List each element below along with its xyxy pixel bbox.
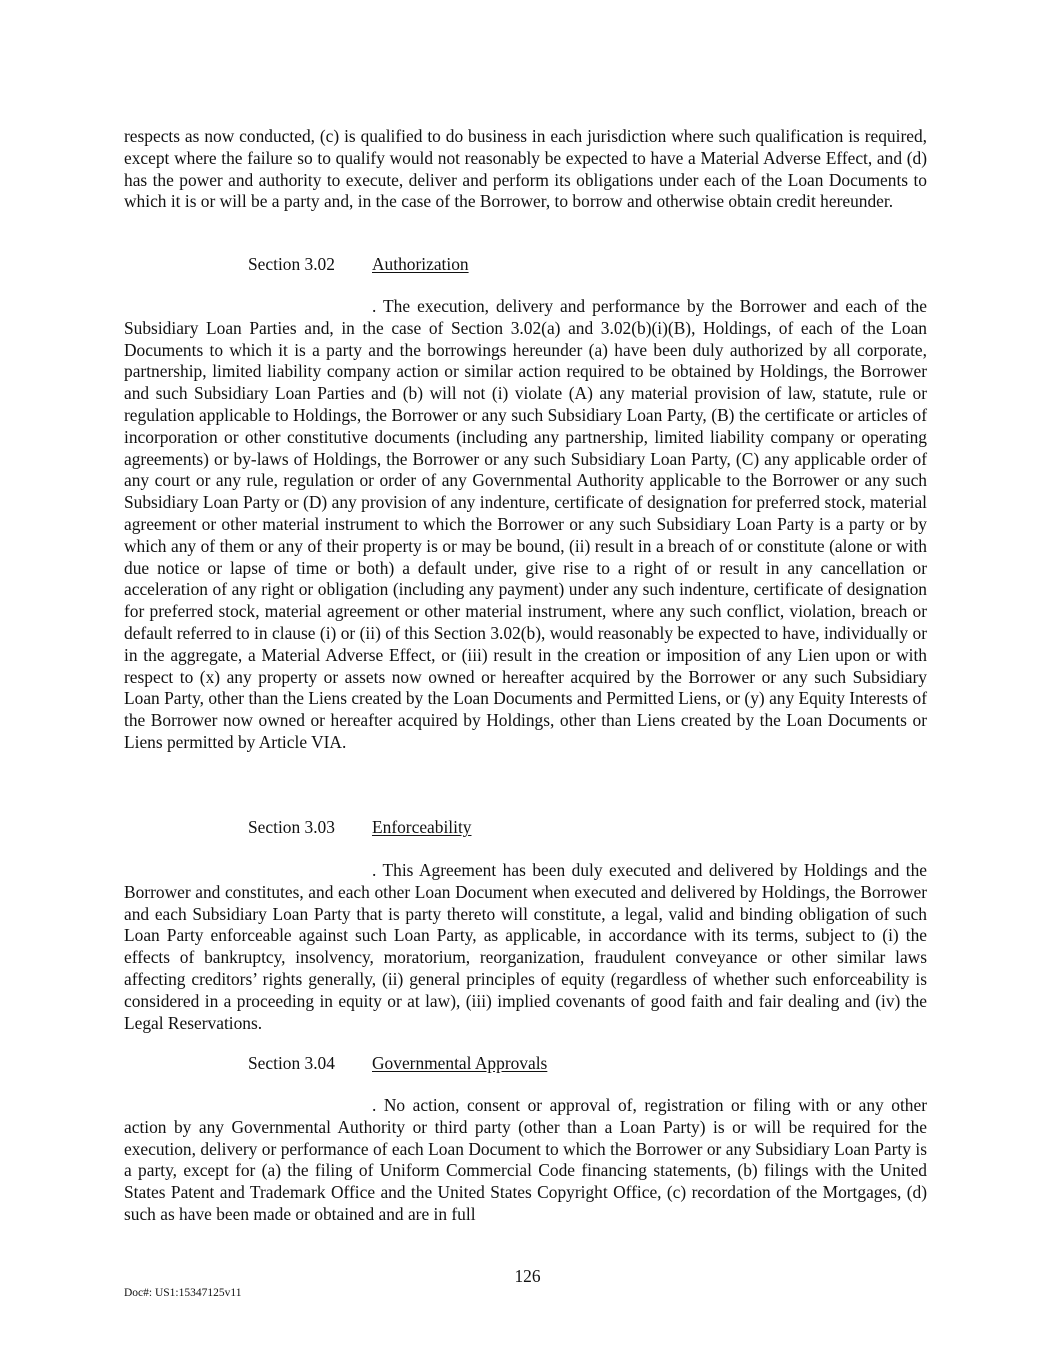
paragraph-text: . This Agreement has been duly executed and delivered by Holdings and the Borrower and constitutes, and each other Loan Document when executed and delivered by Holdings, the Borrower and each Subsidiary Loan Party that is party thereto will constitute, a legal, valid and binding obligation of such Loan Party enforceable against such Loan Party, as applicable, in accordance with its terms, subject to (i) the effects of bankruptcy, insolvency, moratorium, reorganization, fraudulent conveyance or other similar laws affecting creditors’ rights generally, (ii) general principles of equity (regardless of whether such enforceability is considered in a proceeding in equity or at law), (iii) implied covenants of good faith and fair dealing and (iv) the Legal Reservations. <box>124 860 927 1033</box>
section-number: Section 3.04 <box>248 1053 335 1073</box>
paragraph-text: . The execution, delivery and performance by the Borrower and each of the Subsidiary Loan Parties and, in the case of Section 3.02(a) and 3.02(b)(i)(B), Holdings, of each of the Loan Documents to which it is a party and the borrowings hereunder (a) have been duly authorized by all corporate, partnership, limited liability company action or similar action required to be obtained by Holdings, the Borrower and such Subsidiary Loan Parties and (b) will not (i) violate (A) any material provision of law, statute, rule or regulation applicable to Holdings, the Borrower or any such Subsidiary Loan Party, (B) the certificate or articles of incorporation or other constitutive documents (including any partnership, limited liability company or operating agreements) or by-laws of Holdings, the Borrower or any such Subsidiary Loan Party, (C) any applicable order of any court or any rule, regulation or order of any Governmental Authority applicable to the Borrower or any such Subsidiary Loan Party or (D) any provision of any indenture, certificate of designation for preferred stock, material agreement or other material instrument to which the Borrower or any such Subsidiary Loan Party is a party or by which any of them or any of their property is or may be bound, (ii) result in a breach of or constitute (alone or with due notice or lapse of time or both) a default under, give rise to a right of or result in any cancellation or acceleration of any right or obligation (including any payment) under any such indenture, certificate of designation for preferred stock, material agreement or other material instrument, where any such conflict, violation, breach or default referred to in clause (i) or (ii) of this Section 3.02(b), would reasonably be expected to have, individually or in the aggregate, a Material Adverse Effect, or (iii) result in the creation or imposition of any Lien upon or with respect to (x) any property or assets now owned or hereafter acquired by the Borrower or any such Subsidiary Loan Party, other than the Liens created by the Loan Documents and Permitted Liens, or (y) any Equity Interests of the Borrower now owned or hereafter acquired by Holdings, other than Liens created by the Loan Documents or Liens permitted by Article VIA. <box>124 296 927 752</box>
document-id: Doc#: US1:15347125v11 <box>124 1287 242 1299</box>
section-title: Authorization <box>372 254 469 274</box>
section-title: Enforceability <box>372 817 472 837</box>
section-number: Section 3.03 <box>248 817 335 837</box>
section-title: Governmental Approvals <box>372 1053 548 1073</box>
paragraph-text: . No action, consent or approval of, registration or filing with or any other action by any Governmental Authority or third party (other than a Loan Party) is or will be required for the execution, delivery or performance of each Loan Document to which the Borrower or any Subsidiary Loan Party is a party, except for (a) the filing of Uniform Commercial Code financing statements, (b) filings with the United States Patent and Trademark Office and the United States Copyright Office, (c) recordation of the Mortgages, (d) such as have been made or obtained and are in full <box>124 1095 927 1224</box>
section-heading-3-02 <box>248 253 469 275</box>
section-heading-3-04 <box>248 1052 547 1074</box>
paragraph-enforceability <box>124 860 927 1034</box>
paragraph-text: respects as now conducted, (c) is qualified to do business in each jurisdiction where such qualification is required, except where the failure so to qualify would not reasonably be expected to have a Material Adverse Effect, and (d) has the power and authority to execute, deliver and perform its obligations under each of the Loan Documents to which it is or will be a party and, in the case of the Borrower, to borrow and otherwise obtain credit hereunder. <box>124 126 927 212</box>
page-number: 126 <box>514 1266 541 1286</box>
paragraph-governmental-approvals <box>124 1095 927 1226</box>
section-number: Section 3.02 <box>248 254 335 274</box>
section-heading-3-03 <box>248 816 471 838</box>
paragraph-continuation <box>124 126 927 213</box>
paragraph-authorization <box>124 296 927 754</box>
